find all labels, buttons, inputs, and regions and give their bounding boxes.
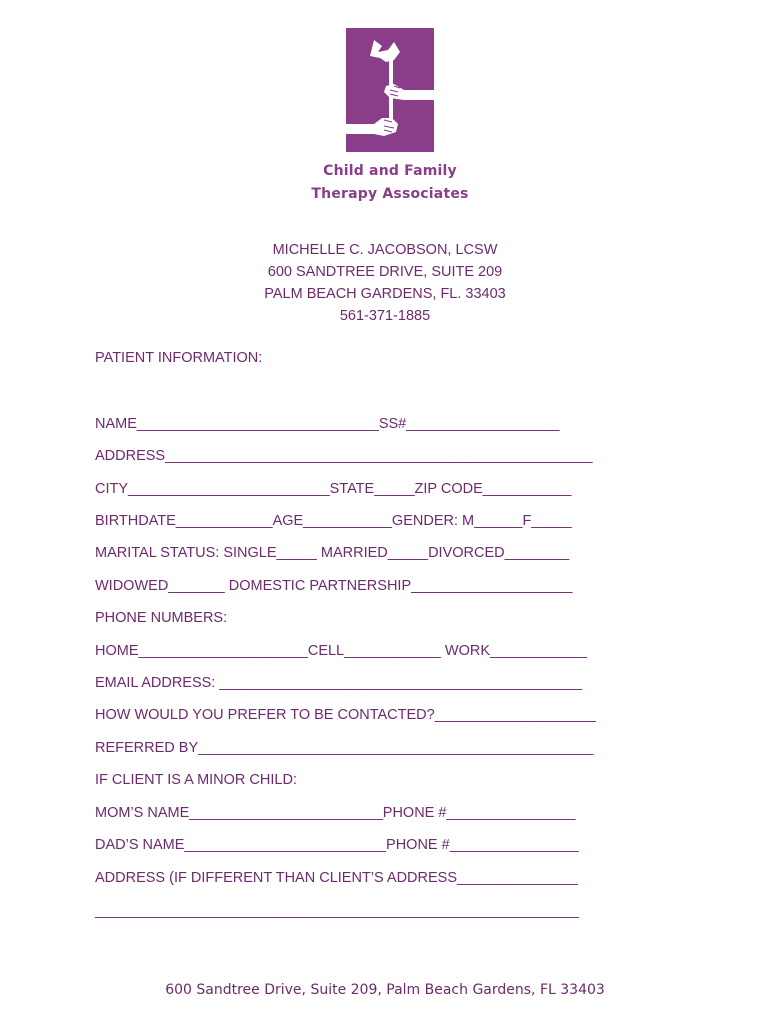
field-marital-status[interactable]: MARITAL STATUS: SINGLE_____ MARRIED_____DIVORCED________ [95,545,570,561]
phone-number: 561-371-1885 [339,308,431,324]
field-name-ss[interactable]: NAME______________________________SS#___________________ [95,416,560,432]
field-phones[interactable]: HOME_____________________CELL____________ WORK____________ [95,643,587,659]
logo-text-line2: Therapy Associates [311,186,469,202]
address-line-1: 600 SANDTREE DRIVE, SUITE 209 [267,264,503,280]
phone-numbers-label: PHONE NUMBERS: [95,610,228,626]
field-address[interactable]: ADDRESS_____________________________________________________ [95,448,593,464]
hands-holding-flower-icon [344,26,436,154]
logo-text-line1: Child and Family [323,163,457,179]
field-mom[interactable]: MOM’S NAME________________________PHONE #________________ [95,805,576,821]
field-birthdate-age-gender[interactable]: BIRTHDATE____________AGE___________GENDER: M______F_____ [95,513,572,529]
address-line-2: PALM BEACH GARDENS, FL. 33403 [264,286,506,302]
field-referred-by[interactable]: REFERRED BY_________________________________________________ [95,740,594,756]
field-alt-address[interactable]: ADDRESS (IF DIFFERENT THAN CLIENT’S ADDRESS_______________ [95,870,578,886]
footer-address: 600 Sandtree Drive, Suite 209, Palm Beach Gardens, FL 33403 [165,982,605,998]
field-contact-preference[interactable]: HOW WOULD YOU PREFER TO BE CONTACTED?____________________ [95,707,597,723]
field-alt-address-continued[interactable]: ____________________________________________________________ [95,903,579,919]
minor-child-label: IF CLIENT IS A MINOR CHILD: [95,772,297,788]
field-dad[interactable]: DAD’S NAME_________________________PHONE #________________ [95,837,579,853]
field-email[interactable]: EMAIL ADDRESS: _____________________________________________ [95,675,583,691]
field-city-state-zip[interactable]: CITY_________________________STATE_____ZIP CODE___________ [95,481,572,497]
field-widowed-partnership[interactable]: WIDOWED_______ DOMESTIC PARTNERSHIP____________________ [95,578,573,594]
section-title: PATIENT INFORMATION: [95,350,263,366]
therapist-name: MICHELLE C. JACOBSON, LCSW [272,242,498,258]
